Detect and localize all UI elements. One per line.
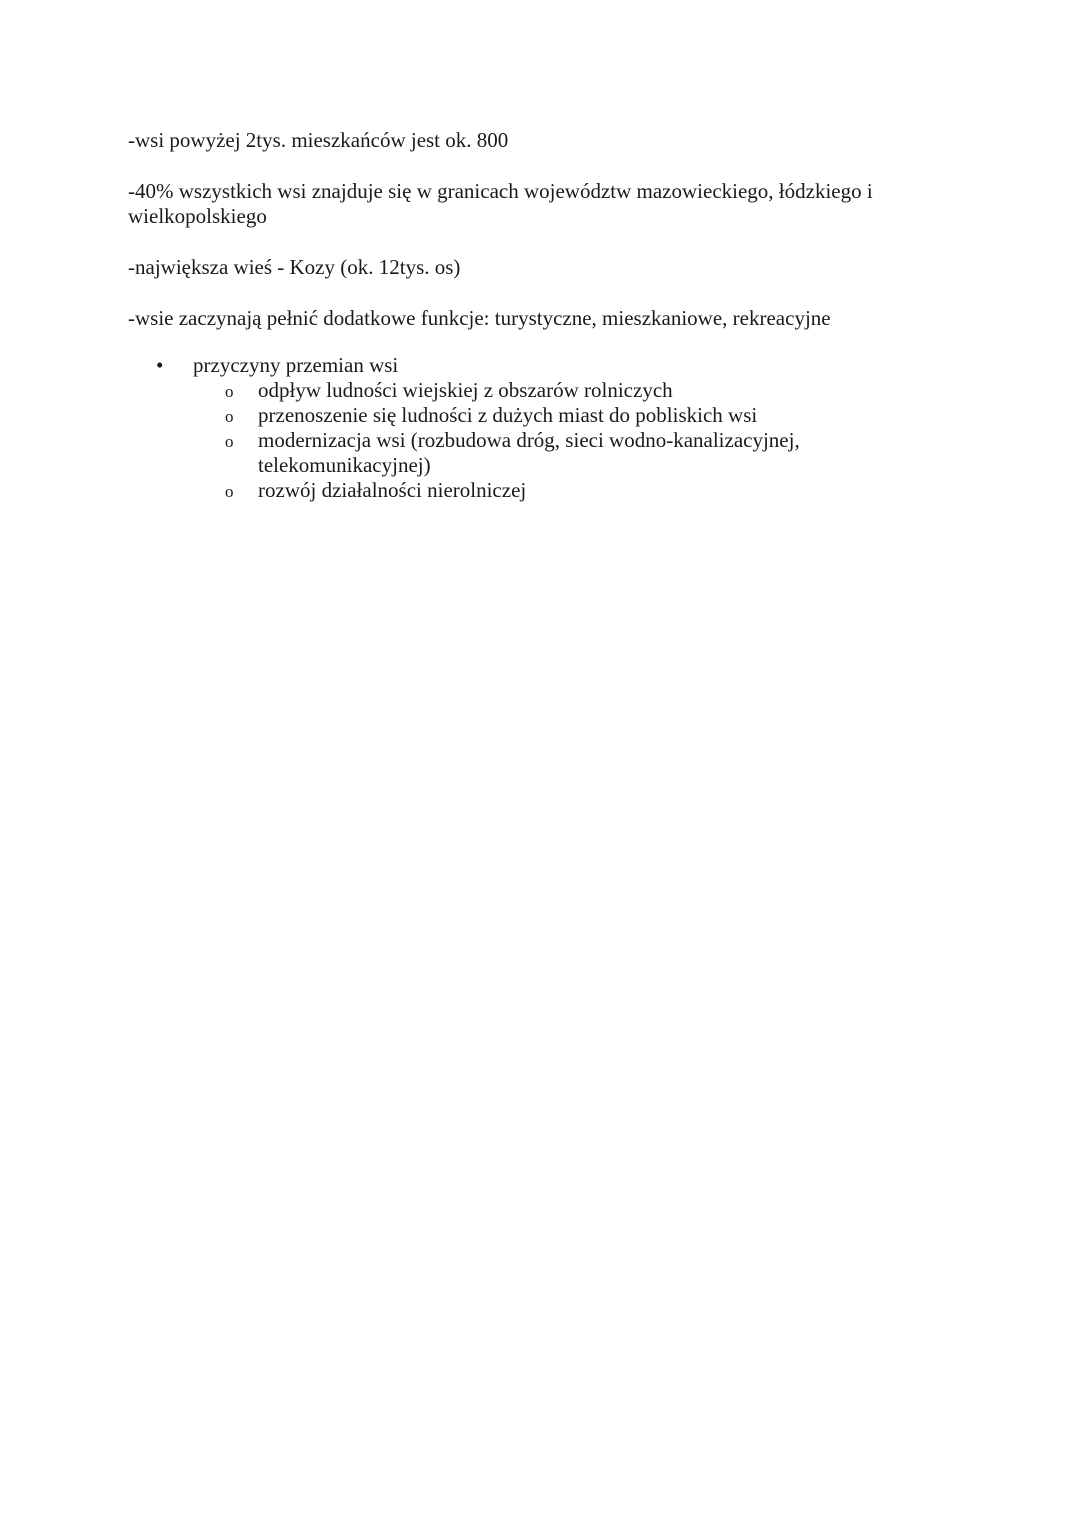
paragraph-additional-functions: -wsie zaczynają pełnić dodatkowe funkcje: turystyczne, mieszkaniowe, rekreacyjne [128, 306, 831, 330]
list-item [193, 378, 858, 403]
causes-list [128, 353, 928, 503]
circle-bullet-icon: o [225, 382, 234, 401]
causes-sublist [193, 378, 928, 503]
list-item [128, 353, 928, 503]
paragraph-villages-over-2k: -wsi powyżej 2tys. mieszkańców jest ok. 800 [128, 128, 509, 152]
list-item [193, 428, 858, 478]
circle-bullet-icon: o [225, 482, 234, 501]
list-item-text: odpływ ludności wiejskiej z obszarów rolniczych [258, 378, 673, 402]
paragraph-voivodeships-share: -40% wszystkich wsi znajduje się w granicach województw mazowieckiego, łódzkiego i wielkopolskiego [128, 179, 873, 228]
list-item-text: przenoszenie się ludności z dużych miast do pobliskich wsi [258, 403, 758, 427]
document-body [128, 128, 928, 503]
list-item [193, 403, 858, 428]
bullet-icon: • [156, 353, 164, 377]
list-item-text: modernizacja wsi (rozbudowa dróg, sieci wodno-kanalizacyjnej, telekomunikacyjnej) [258, 428, 800, 477]
paragraph-largest-village: -największa wieś - Kozy (ok. 12tys. os) [128, 255, 461, 279]
circle-bullet-icon: o [225, 432, 234, 451]
list-heading: przyczyny przemian wsi [193, 353, 399, 377]
list-item-text: rozwój działalności nierolniczej [258, 478, 527, 502]
circle-bullet-icon: o [225, 407, 234, 426]
list-item [193, 478, 858, 503]
